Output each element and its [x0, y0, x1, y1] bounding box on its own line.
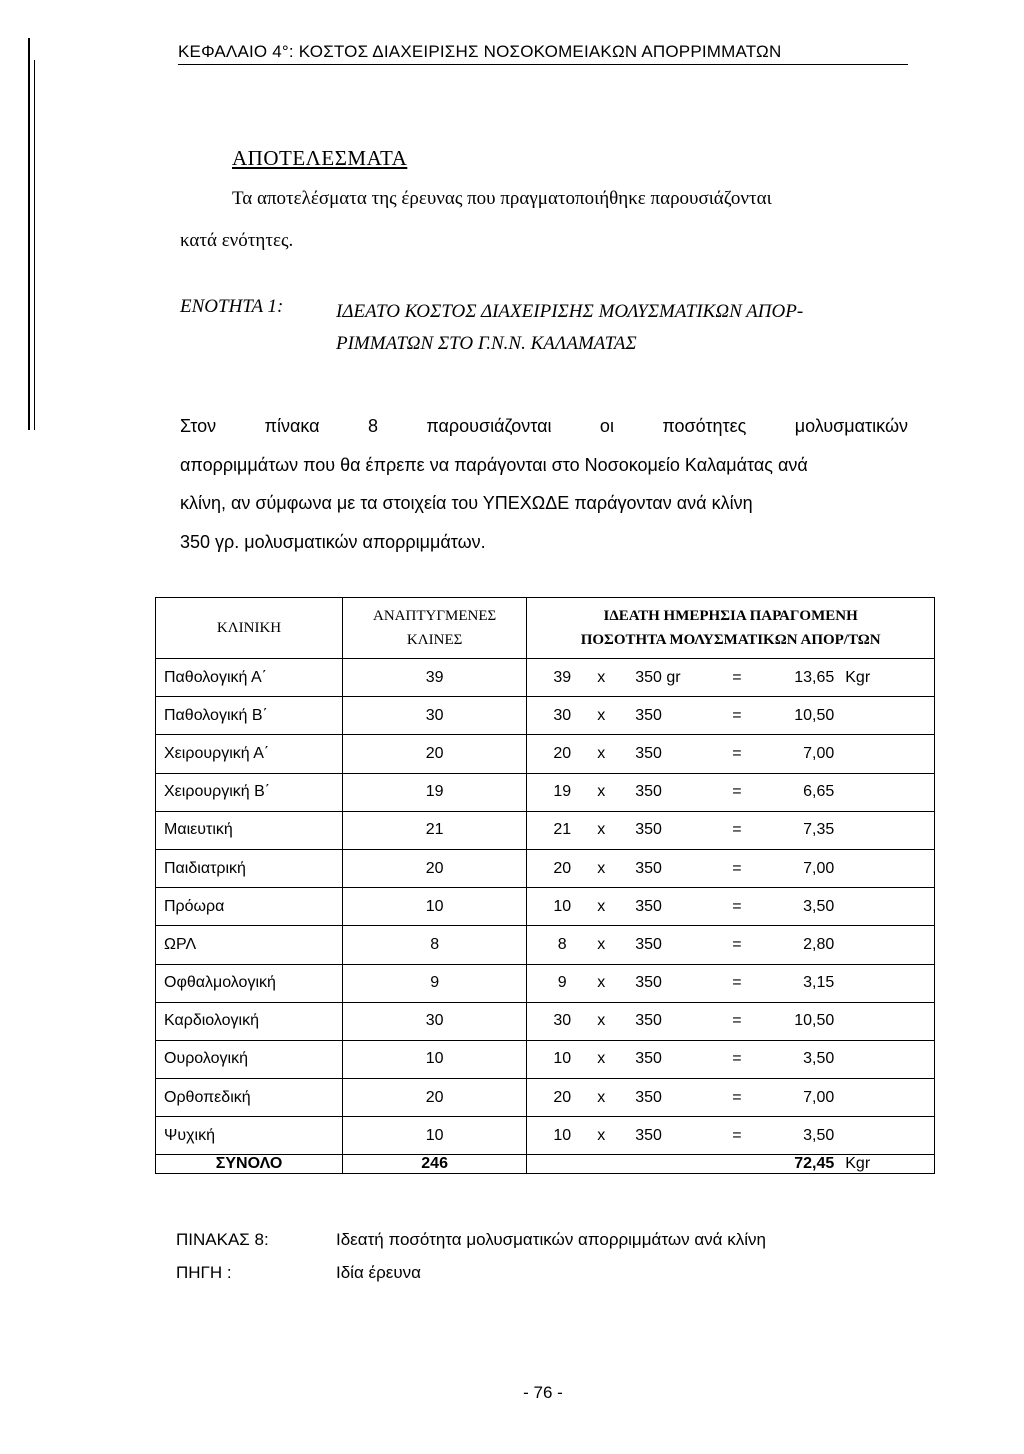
cell-clinic: Ουρολογική	[156, 1040, 343, 1078]
cell-clinic: Χειρουργική Α΄	[156, 735, 343, 773]
calc-times: x	[597, 1088, 606, 1106]
calc-equals: =	[732, 783, 742, 801]
calc-times: x	[597, 1012, 606, 1030]
cell-beds: 10	[343, 888, 527, 926]
calc-result: 7,00	[803, 1088, 835, 1106]
calc-beds: 21	[553, 821, 572, 839]
calc-grams: 350	[635, 1050, 662, 1068]
cell-calculation	[527, 926, 935, 964]
table-header-row	[156, 598, 935, 659]
calc-grams: 350	[635, 1126, 662, 1144]
cell-clinic: Παθολογική Β΄	[156, 697, 343, 735]
table-row	[156, 888, 935, 926]
calc-grams: 350	[635, 821, 662, 839]
table-row	[156, 926, 935, 964]
cell-beds: 20	[343, 735, 527, 773]
calc-equals: =	[732, 668, 742, 686]
table-total-row	[156, 1155, 935, 1174]
table-row	[156, 849, 935, 887]
cell-beds: 39	[343, 659, 527, 697]
calc-times: x	[597, 668, 606, 686]
table-row	[156, 735, 935, 773]
cell-beds: 20	[343, 849, 527, 887]
calc-times: x	[597, 1126, 606, 1144]
calc-beds: 9	[557, 974, 567, 992]
cell-calculation	[527, 1002, 935, 1040]
cell-clinic: Καρδιολογική	[156, 1002, 343, 1040]
calc-beds: 10	[553, 1126, 572, 1144]
calc-equals: =	[732, 744, 742, 762]
calc-grams: 350	[635, 706, 662, 724]
calc-equals: =	[732, 1126, 742, 1144]
header-beds-line-1: ΑΝΑΠΤΥΓΜΕΝΕΣ	[373, 608, 497, 624]
page-margin-line-inner	[34, 60, 35, 430]
calc-result: 3,50	[803, 897, 835, 915]
section-title: ΑΠΟΤΕΛΕΣΜΑΤΑ	[232, 146, 408, 170]
calc-times: x	[597, 783, 606, 801]
calc-equals: =	[732, 706, 742, 724]
cell-clinic: Παθολογική Α΄	[156, 659, 343, 697]
cell-clinic: Οφθαλμολογική	[156, 964, 343, 1002]
cell-calculation	[527, 773, 935, 811]
paragraph-line-1: Στον πίνακα 8 παρουσιάζονται οι ποσότητες μολυσματικών	[180, 416, 908, 436]
cell-calculation	[527, 1117, 935, 1155]
cell-clinic: Χειρουργική Β΄	[156, 773, 343, 811]
calc-beds: 30	[553, 1012, 572, 1030]
header-ideal-line-2: ΠΟΣΟΤΗΤΑ ΜΟΛΥΣΜΑΤΙΚΩΝ ΑΠΟΡ/ΤΩΝ	[580, 632, 881, 648]
calc-equals: =	[732, 974, 742, 992]
calc-equals: =	[732, 859, 742, 877]
source-label: ΠΗΓΗ :	[176, 1263, 232, 1282]
cell-calculation	[527, 1040, 935, 1078]
calc-times: x	[597, 974, 606, 992]
calc-beds: 20	[553, 1088, 572, 1106]
total-result: 72,45	[794, 1155, 835, 1173]
paragraph-line-4: 350 γρ. μολυσματικών απορριμμάτων.	[180, 531, 486, 552]
calc-grams: 350 gr	[635, 668, 681, 686]
calc-grams: 350	[635, 1088, 662, 1106]
page-number: - 76 -	[523, 1383, 563, 1402]
table-row	[156, 1040, 935, 1078]
unit-label: ΕΝΟΤΗΤΑ 1:	[180, 296, 284, 317]
cell-calculation	[527, 964, 935, 1002]
cell-clinic: Ορθοπεδική	[156, 1079, 343, 1117]
header-beds-line-2: ΚΛΙΝΕΣ	[406, 632, 463, 648]
header-clinic: ΚΛΙΝΙΚΗ	[156, 598, 343, 659]
cell-clinic: Μαιευτική	[156, 811, 343, 849]
calc-times: x	[597, 897, 606, 915]
cell-clinic: Πρόωρα	[156, 888, 343, 926]
calc-grams: 350	[635, 935, 662, 953]
cell-calculation	[527, 735, 935, 773]
calc-result: 10,50	[794, 1012, 835, 1030]
calc-grams: 350	[635, 783, 662, 801]
cell-beds: 9	[343, 964, 527, 1002]
calc-result: 6,65	[803, 783, 835, 801]
calc-beds: 19	[553, 783, 572, 801]
cell-calculation	[527, 811, 935, 849]
calc-beds: 39	[553, 668, 572, 686]
calc-result: 13,65	[794, 668, 835, 686]
intro-line-1: Τα αποτελέσματα της έρευνας που πραγματοποιήθηκε παρουσιάζονται	[232, 188, 772, 209]
calc-times: x	[597, 935, 606, 953]
header-beds	[343, 598, 527, 659]
cell-clinic: ΩΡΛ	[156, 926, 343, 964]
table-caption-label: ΠΙΝΑΚΑΣ 8:	[176, 1230, 269, 1249]
table-row	[156, 773, 935, 811]
calc-result: 10,50	[794, 706, 835, 724]
unit-title-line-2: ΡΙΜΜΑΤΩΝ ΣΤΟ Γ.Ν.Ν. ΚΑΛΑΜΑΤΑΣ	[336, 333, 637, 354]
intro-line-2: κατά ενότητες.	[180, 230, 294, 251]
calc-grams: 350	[635, 859, 662, 877]
calc-result: 7,35	[803, 821, 835, 839]
calc-grams: 350	[635, 897, 662, 915]
cell-beds: 19	[343, 773, 527, 811]
page-margin-line	[28, 38, 30, 430]
calc-equals: =	[732, 821, 742, 839]
calc-result: 3,50	[803, 1050, 835, 1068]
calc-equals: =	[732, 1012, 742, 1030]
table-row	[156, 964, 935, 1002]
cell-beds: 20	[343, 1079, 527, 1117]
calc-beds: 8	[557, 935, 567, 953]
calc-equals: =	[732, 935, 742, 953]
cell-calculation	[527, 849, 935, 887]
calc-times: x	[597, 744, 606, 762]
cell-calculation	[527, 697, 935, 735]
calc-grams: 350	[635, 974, 662, 992]
total-beds: 246	[343, 1155, 527, 1174]
paragraph-line-3: κλίνη, αν σύμφωνα με τα στοιχεία του ΥΠΕΧΩΔΕ παράγονταν ανά κλίνη	[180, 493, 753, 513]
calc-result: 3,15	[803, 974, 835, 992]
calc-beds: 10	[553, 897, 572, 915]
cell-calculation	[527, 1079, 935, 1117]
cell-calculation	[527, 659, 935, 697]
cell-clinic: Ψυχική	[156, 1117, 343, 1155]
paragraph-line-2: απορριμμάτων που θα έπρεπε να παράγονται στο Νοσοκομείο Καλαμάτας ανά	[180, 454, 808, 475]
calc-grams: 350	[635, 744, 662, 762]
calc-beds: 10	[553, 1050, 572, 1068]
calc-times: x	[597, 1050, 606, 1068]
calc-times: x	[597, 859, 606, 877]
cell-beds: 30	[343, 1002, 527, 1040]
table-row	[156, 1117, 935, 1155]
calc-equals: =	[732, 1050, 742, 1068]
calc-result: 7,00	[803, 859, 835, 877]
table-row	[156, 811, 935, 849]
calc-beds: 30	[553, 706, 572, 724]
calc-unit: Kgr	[845, 668, 871, 686]
calc-result: 3,50	[803, 1126, 835, 1144]
calc-times: x	[597, 706, 606, 724]
unit-title-line-1: ΙΔΕΑΤΟ ΚΟΣΤΟΣ ΔΙΑΧΕΙΡΙΣΗΣ ΜΟΛΥΣΜΑΤΙΚΩΝ ΑΠΟΡ-	[336, 301, 804, 322]
calc-equals: =	[732, 1088, 742, 1106]
calc-equals: =	[732, 897, 742, 915]
source-text: Ιδία έρευνα	[336, 1263, 421, 1282]
table-caption-text: Ιδεατή ποσότητα μολυσματικών απορριμμάτων ανά κλίνη	[336, 1230, 766, 1249]
table-row	[156, 1079, 935, 1117]
total-label: ΣΥΝΟΛΟ	[156, 1155, 343, 1174]
body-paragraph	[180, 407, 908, 561]
total-quantity-cell	[527, 1155, 935, 1174]
total-unit: Kgr	[845, 1155, 871, 1173]
cell-clinic: Παιδιατρική	[156, 849, 343, 887]
cell-beds: 30	[343, 697, 527, 735]
cell-beds: 21	[343, 811, 527, 849]
unit-title	[336, 296, 803, 360]
cell-beds: 8	[343, 926, 527, 964]
calc-times: x	[597, 821, 606, 839]
cell-beds: 10	[343, 1040, 527, 1078]
calc-result: 2,80	[803, 935, 835, 953]
waste-table	[155, 597, 935, 1174]
calc-beds: 20	[553, 859, 572, 877]
table-row	[156, 1002, 935, 1040]
cell-calculation	[527, 888, 935, 926]
running-header: ΚΕΦΑΛΑΙΟ 4°: ΚΟΣΤΟΣ ΔΙΑΧΕΙΡΙΣΗΣ ΝΟΣΟΚΟΜΕΙΑΚΩΝ ΑΠΟΡΡΙΜΜΑΤΩΝ	[178, 42, 908, 65]
cell-beds: 10	[343, 1117, 527, 1155]
header-ideal-line-1: ΙΔΕΑΤΗ ΗΜΕΡΗΣΙΑ ΠΑΡΑΓΟΜΕΝΗ	[603, 608, 858, 624]
calc-grams: 350	[635, 1012, 662, 1030]
calc-beds: 20	[553, 744, 572, 762]
header-ideal-quantity	[527, 598, 935, 659]
table-row	[156, 697, 935, 735]
table-row	[156, 659, 935, 697]
calc-result: 7,00	[803, 744, 835, 762]
